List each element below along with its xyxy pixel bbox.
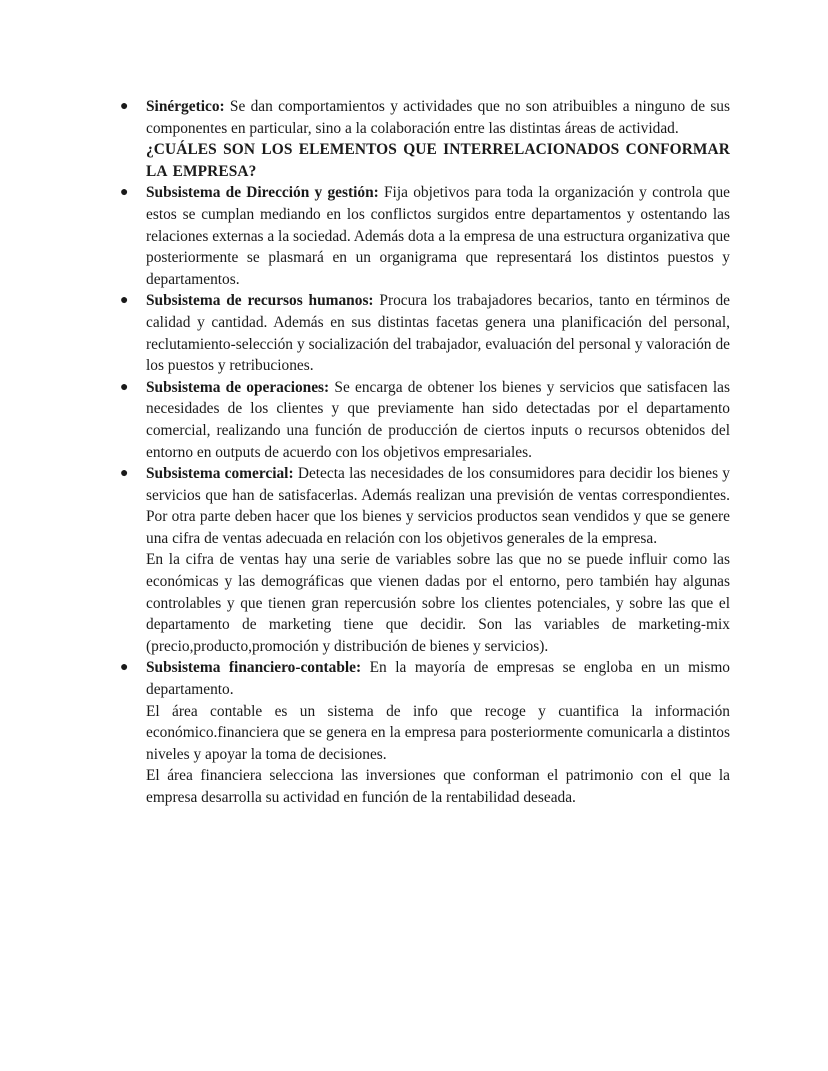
term-description: En la mayoría de empresas se engloba en un mismo departamento. xyxy=(146,659,730,699)
continuation-paragraph: El área contable es un sistema de info que recoge y cuantifica la información económico.financiera que se genera en la empresa para posteriormente comunicarla a distintos niveles y apoyar la toma de decisiones. xyxy=(146,702,730,763)
paragraph xyxy=(146,182,730,290)
term-description: Se encarga de obtener los bienes y servicios que satisfacen las necesidades de los clientes y que previamente han sido detectadas por el departamento comercial, realizando una función de producción de ciertos inputs o recursos obtenidos del entorno en outputs de acuerdo con los objetivos empresariales. xyxy=(146,378,730,461)
term-description: Procura los trabajadores becarios, tanto en términos de calidad y cantidad. Además en sus distintas facetas genera una planificación del personal, reclutamiento-selección y socialización del trabajador, evaluación del personal y valoración de los puestos y retribuciones. xyxy=(146,292,730,375)
paragraph xyxy=(146,463,730,549)
term-label: Subsistema comercial: xyxy=(146,465,294,483)
list-item-direccion-gestion xyxy=(120,182,730,290)
list-item-operaciones xyxy=(120,377,730,463)
term-description: Fija objetivos para toda la organización y controla que estos se cumplan mediando en los conflictos surgidos entre departamentos y ostentando las relaciones externas a la sociedad. Además dota a la empresa de una estructura organizativa que posteriormente se plasmará en un organigrama que representará los distintos puestos y departamentos. xyxy=(146,184,730,288)
section-heading: ¿CUÁLES SON LOS ELEMENTOS QUE INTERRELACIONADOS CONFORMAR LA EMPRESA? xyxy=(146,141,730,180)
term-label: Subsistema financiero-contable: xyxy=(146,659,362,677)
term-description: Detecta las necesidades de los consumidores para decidir los bienes y servicios que han de satisfacerlas. Además realizan una previsión de ventas correspondientes. Por otra parte deben hacer que los bienes y servicios productos sean vendidos y que se genere una cifra de ventas adecuada en relación con los objetivos generales de la empresa. xyxy=(146,465,730,547)
continuation-paragraph: El área financiera selecciona las inversiones que conforman el patrimonio con el que la empresa desarrolla su actividad en función de la rentabilidad deseada. xyxy=(146,767,730,806)
document-body xyxy=(120,96,730,809)
paragraph xyxy=(146,377,730,463)
bullet-icon: ● xyxy=(120,99,129,114)
list-item-sinergetico xyxy=(120,96,730,139)
bullet-icon: ● xyxy=(120,466,129,482)
term-label: Subsistema de recursos humanos: xyxy=(146,292,374,310)
bullet-icon: ● xyxy=(120,293,129,309)
term-label: Subsistema de operaciones: xyxy=(146,378,330,396)
bullet-icon: ● xyxy=(120,185,129,201)
term-label: Subsistema de Dirección y gestión: xyxy=(146,184,379,202)
paragraph xyxy=(146,657,730,700)
bullet-icon: ● xyxy=(120,660,129,676)
list-item-comercial xyxy=(120,463,730,657)
bullet-icon: ● xyxy=(120,379,129,395)
list-item-recursos-humanos xyxy=(120,290,730,376)
term-label: Sinérgetico: xyxy=(146,98,225,115)
term-description: Se dan comportamientos y actividades que no son atribuibles a ninguno de sus componentes en particular, sino a la colaboración entre las distintas áreas de actividad. xyxy=(146,98,730,137)
continuation-paragraph: En la cifra de ventas hay una serie de variables sobre las que no se puede influir como las económicas y las demográficas que vienen dadas por el entorno, pero también hay algunas controlables y que tienen gran repercusión sobre los clientes potenciales, y sobre las que el departamento de marketing tiene que decidir. Son las variables de marketing-mix (precio,producto,promoción y distribución de bienes y servicios). xyxy=(146,551,730,655)
list-item-financiero-contable xyxy=(120,657,730,808)
paragraph xyxy=(146,96,730,139)
paragraph xyxy=(146,290,730,376)
